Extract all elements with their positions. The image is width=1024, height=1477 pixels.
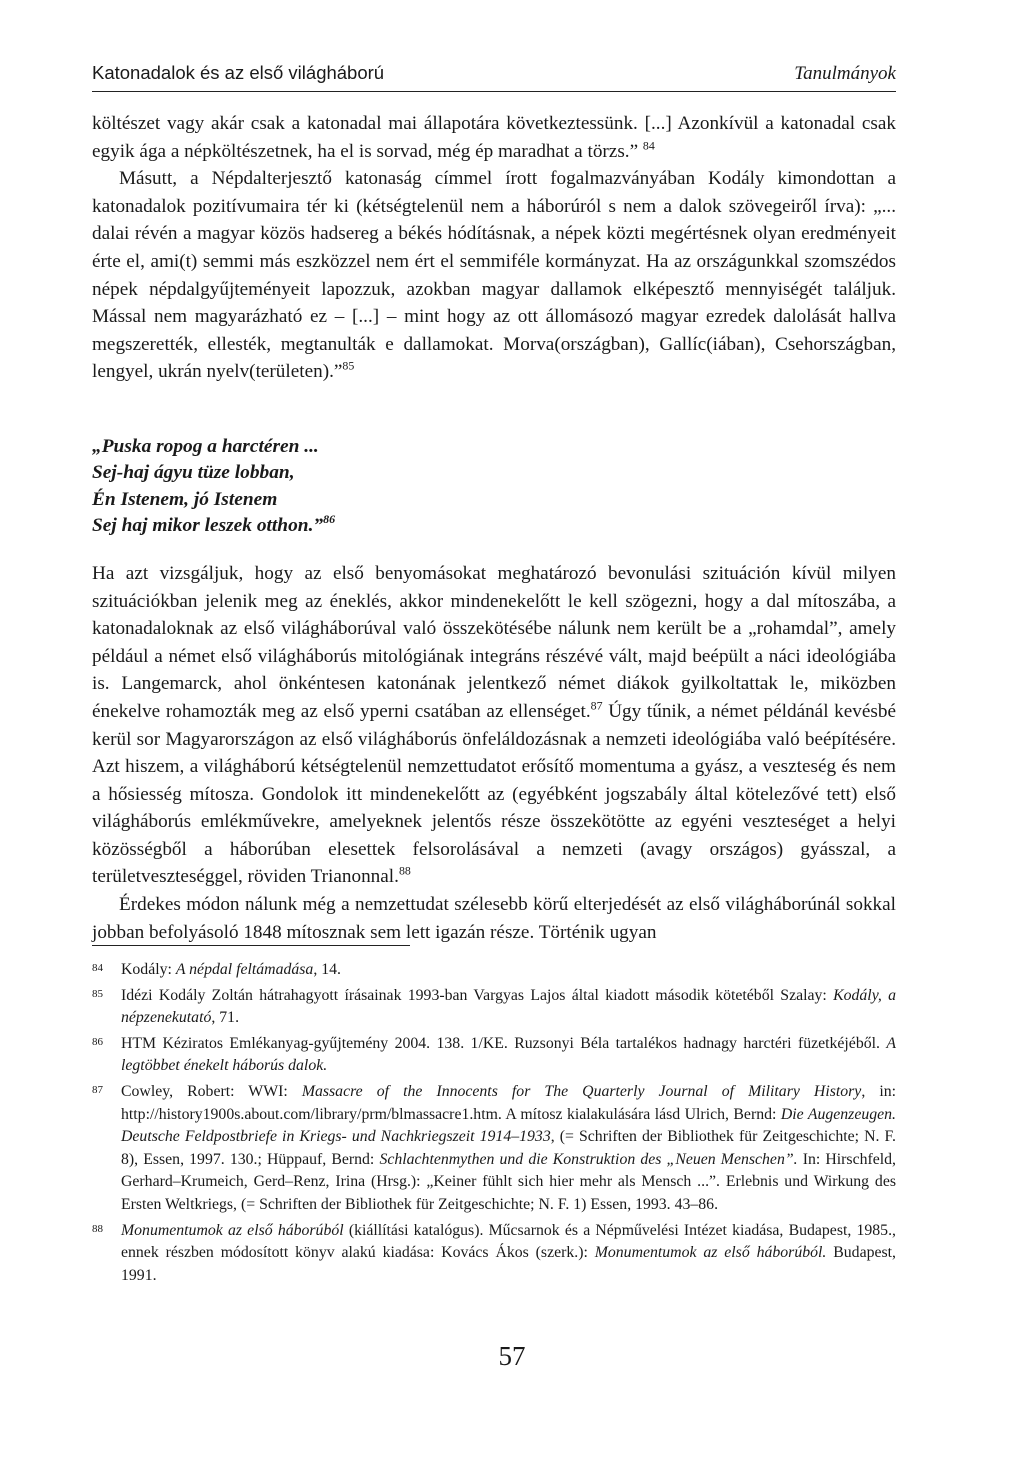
poem-quote [92,434,896,540]
poem-line: Sej-haj ágyu tüze lobban, [92,462,295,484]
main-text [92,110,896,946]
running-header [92,62,896,92]
footnote-ref[interactable]: 85 [342,358,355,373]
footnote-text: Kodály: A népdal feltámadása, 14. [121,961,341,978]
footnote-number: 87 [92,1083,103,1096]
footnote-separator [92,945,410,946]
footnote-ref[interactable]: 86 [323,512,336,527]
footnote-number: 86 [92,1035,103,1048]
page-number: 57 [498,1341,526,1371]
footnote-text: Monumentumok az első háborúból (kiállítási katalógus). Műcsarnok és a Népművelési Intézet kiadása, Budapest, 1985., ennek részben módosított könyv alakú kiadása: Kovács Ákos (szerk.): Monumentumok az első háborúból. Budapest, 1991. [121,1221,896,1284]
footnote-ref[interactable]: 88 [398,863,411,878]
paragraph: költészet vagy akár csak a katonadal mai állapotára következtessünk. [...] Azonkívül a katonadal csak egyik ága a népköltészetnek, ha el is sorvad, még ép maradhat a törzs.” $^{84}$ [92,113,896,162]
poem-line: „Puska ropog a harctéren ... [92,435,319,457]
footnote-88 [92,1220,896,1288]
paragraph: Ha azt vizsgáljuk, hogy az első benyomásokat meghatározó bevonulási szituáción kívül milyen szituációkban jelenik meg az éneklés, akkor mindenekelőtt le kell szögezni, hogy a dal mítoszába, a katonadaloknak az első világháborúval való összekötésébe nálunk nem került be a „rohamdal”, amely például a német első világháborús mitológiának integráns részévé vált, majd beépült a náci ideológiába is. Langemarck, ahol önkéntesen katonának jelentkező német diákok gyilkoltattak le, miközben énekelve rohamozták meg az első yperni csatában az ellenséget.$^{87}$ Úgy tűnik, a német példánál kevésbé kerül sor Magyarországon az első világháborús önfeláldozásnak a nemzeti ideológiába való beépítésére. Azt hiszem, a világháború kétségtelenül nemzettudatot erősítő momentuma a gyász, a veszteség és nem a hősiesség mítosza. Gondolok itt mindenekelőtt az (egyébként jogszabály által kötelezővé tett) első világháborús emlékművekre, amelyeknek jelentős része összekötötte az egyéni veszteséget a helyi közösségből a háborúban elesettek felsorolásával a nemzeti (avagy országos) gyásszal, a területveszteséggel, röviden Trianonnal.$^{88}$ [92,562,896,888]
footnotes [92,959,896,1290]
header-title: Katonadalok és az első világháború [92,62,385,83]
footnote-text: Cowley, Robert: WWI: Massacre of the Innocents for The Quarterly Journal of Military History, in: http://history1900s.about.com/library/prm/blmassacre1.htm. A mítosz kialakulására lásd Ulrich, Bernd: Die Augenzeugen. Deutsche Feldpostbriefe in Kriegs- und Nachkriegszeit 1914–1933, (= Schriften der Bibliothek für Zeitgeschichte; N. F. 8), Essen, 1997. 130.; Hüppauf, Bernd: Schlachtenmythen und die Konstruktion des „Neuen Menschen”. In: Hirschfeld, Gerhard–Krumeich, Gerd–Renz, Irina (Hrsg.): „Keiner fühlt sich hier mehr als Mensch ...”. Erlebnis und Wirkung des Ersten Weltkriegs, (= Schriften der Bibliothek für Zeitgeschichte; N. F. 1) Essen, 1993. 43–86. [121,1082,896,1213]
footnote-number: 84 [92,962,103,974]
poem-line: Én Istenem, jó Istenem [92,488,278,510]
footnote-87 [92,1081,896,1217]
footnote-number: 85 [92,987,103,1000]
footnote-86 [92,1033,896,1078]
footnote-ref[interactable]: 87 [590,698,603,713]
poem-line: Sej haj mikor leszek otthon.”$^{86}$ [92,512,336,537]
header-section: Tanulmányok [794,63,896,84]
footnote-84 [92,959,896,982]
paragraph: Másutt, a Népdalterjesztő katonaság címmel írott fogalmazványában Kodály kimondottan a katonadalok pozitívumaira tér ki (kétségtelenül nem a háborúról s nem a dalok szövegeiről írva): „... dalai révén a magyar közös hadsereg a békés hódításnak, a népek közti megértésnek olyan eredményeit érte el, ami(t) semmi más eszközzel nem ért el semmiféle kormányzat. Ha az országunkkal szomszédos népek népdalgyűjteményeit lapozzuk, azokban magyar dallamok elképesztő mennyiségét találjuk. Mással nem magyarázható ez – [...] – mint hogy az ott állomásozó magyar ezredek dalolását hallva megszerették, ellesték, megtanulták e dallamokat. Morva(országban), Gallíc(iában), Csehországban, lengyel, ukrán nyelv(területen).”$^{85}$ [92,168,896,383]
footnote-ref[interactable]: 84 [642,137,655,152]
footnote-text: Idézi Kodály Zoltán hátrahagyott írásainak 1993-ban Vargyas Lajos által kiadott második kötetéből Szalay: Kodály, a népzenekutató, 71. [121,986,896,1027]
paragraph: Érdekes módon nálunk még a nemzettudat szélesebb körű elterjedését az első világháborúnál sokkal jobban befolyásoló 1848 mítosznak sem lett igazán része. Történik ugyan [92,894,896,943]
footnote-85 [92,985,896,1030]
footnote-text: HTM Kéziratos Emlékanyag-gyűjtemény 2004. 138. 1/KE. Ruzsonyi Béla tartalékos hadnagy harctéri füzetkéjéből. A legtöbbet énekelt háborús dalok. [121,1034,896,1075]
footnote-number: 88 [92,1222,103,1235]
